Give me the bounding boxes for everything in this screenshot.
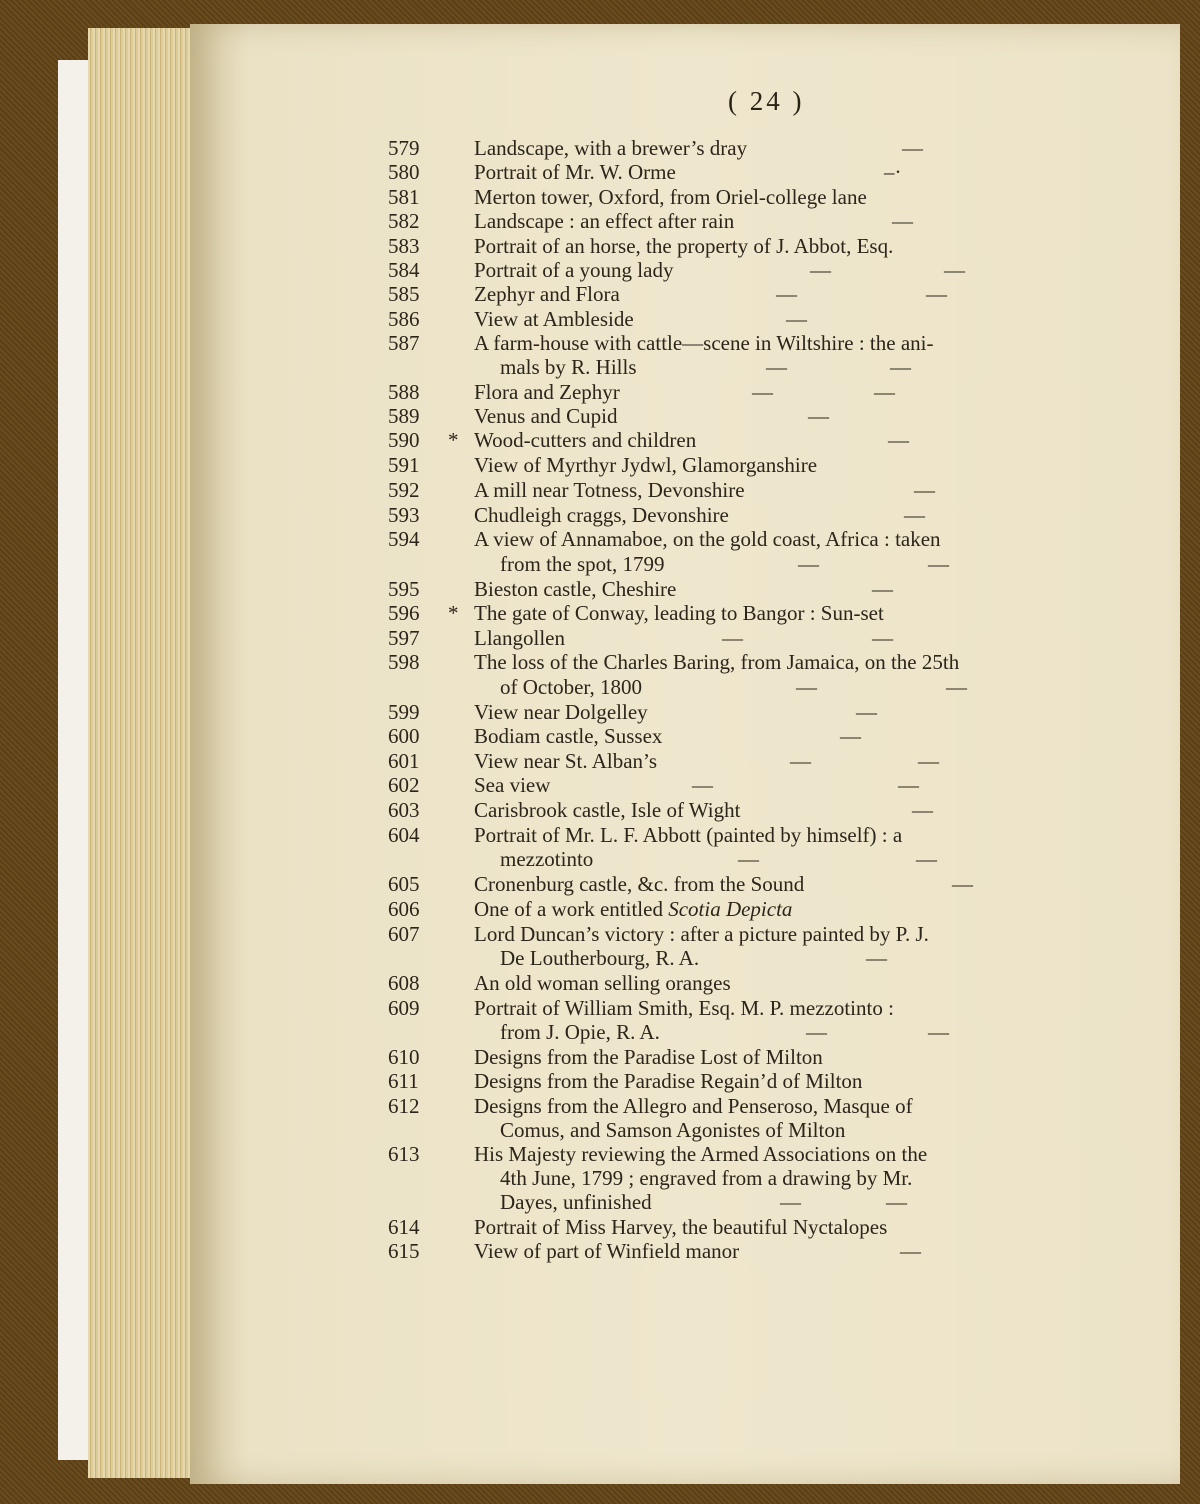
page-number: ( 24 ) bbox=[728, 86, 805, 116]
entry-number: 601 bbox=[388, 749, 420, 773]
entry-title: His Majesty reviewing the Armed Associations on the bbox=[474, 1142, 928, 1166]
entry-number: 602 bbox=[388, 773, 420, 797]
entry-number: 587 bbox=[388, 331, 420, 355]
entry-number: 606 bbox=[388, 897, 420, 921]
entry-title: One of a work entitled Scotia Depicta bbox=[474, 897, 793, 921]
star-marker: * bbox=[448, 428, 459, 452]
entry-number: 591 bbox=[388, 453, 420, 477]
entry-title: A farm-house with cattle—scene in Wiltshire : the ani- bbox=[474, 331, 934, 355]
entry-title: View near Dolgelley bbox=[474, 700, 648, 724]
entry-title: View of part of Winfield manor bbox=[474, 1239, 740, 1263]
entry-number: 613 bbox=[388, 1142, 420, 1166]
entry-title: A view of Annamaboe, on the gold coast, Africa : taken bbox=[474, 527, 941, 551]
entry-number: 603 bbox=[388, 798, 420, 822]
entry-title: Designs from the Allegro and Penseroso, Masque of bbox=[474, 1094, 913, 1118]
entry-title: Chudleigh craggs, Devonshire bbox=[474, 503, 729, 527]
entry-title: Carisbrook castle, Isle of Wight bbox=[474, 798, 741, 822]
entry-number: 592 bbox=[388, 478, 420, 502]
entry-title: View of Myrthyr Jydwl, Glamorganshire bbox=[474, 453, 818, 477]
entry-number: 595 bbox=[388, 577, 420, 601]
entry-title: Portrait of William Smith, Esq. M. P. mezzotinto : bbox=[474, 996, 894, 1020]
entry-title-cont: Comus, and Samson Agonistes of Milton bbox=[500, 1118, 846, 1142]
entry-number: 586 bbox=[388, 307, 420, 331]
entry-title: Landscape : an effect after rain bbox=[474, 209, 735, 233]
entry-title: Merton tower, Oxford, from Oriel-college lane bbox=[474, 185, 867, 209]
entry-title: Landscape, with a brewer’s dray bbox=[474, 136, 748, 160]
entry-number: 605 bbox=[388, 872, 420, 896]
entry-title: The loss of the Charles Baring, from Jamaica, on the 25th bbox=[474, 650, 960, 674]
entry-title-cont: De Loutherbourg, R. A. bbox=[500, 946, 700, 970]
entry-number: 581 bbox=[388, 185, 420, 209]
entry-number: 615 bbox=[388, 1239, 420, 1263]
entry-title-cont: 4th June, 1799 ; engraved from a drawing by Mr. bbox=[500, 1166, 913, 1190]
entry-number: 609 bbox=[388, 996, 420, 1020]
entry-title: A mill near Totness, Devonshire bbox=[474, 478, 745, 502]
entry-number: 611 bbox=[388, 1069, 419, 1093]
entry-title-cont: mezzotinto bbox=[500, 847, 594, 871]
entry-number: 598 bbox=[388, 650, 420, 674]
entry-title: Bodiam castle, Sussex bbox=[474, 724, 663, 748]
entry-number: 582 bbox=[388, 209, 420, 233]
entry-title: Sea view bbox=[474, 773, 551, 797]
entry-title-cont: from the spot, 1799 bbox=[500, 552, 665, 576]
entry-number: 604 bbox=[388, 823, 420, 847]
entry-title: Zephyr and Flora bbox=[474, 282, 620, 306]
entry-number: 593 bbox=[388, 503, 420, 527]
entry-title: View near St. Alban’s bbox=[474, 749, 658, 773]
entry-number: 579 bbox=[388, 136, 420, 160]
entry-title: Portrait of Miss Harvey, the beautiful Nyctalopes bbox=[474, 1215, 888, 1239]
star-marker: * bbox=[448, 601, 459, 625]
entry-title: Venus and Cupid bbox=[474, 404, 618, 428]
entry-title: Llangollen bbox=[474, 626, 565, 650]
entry-number: 608 bbox=[388, 971, 420, 995]
entry-title: Portrait of a young lady bbox=[474, 258, 674, 282]
entry-title: Bieston castle, Cheshire bbox=[474, 577, 677, 601]
entry-title: Portrait of Mr. L. F. Abbott (painted by himself) : a bbox=[474, 823, 903, 847]
entry-title-cont: mals by R. Hills bbox=[500, 355, 637, 379]
entry-title: Portrait of Mr. W. Orme bbox=[474, 160, 676, 184]
entry-title: View at Ambleside bbox=[474, 307, 634, 331]
entry-number: 590 bbox=[388, 428, 420, 452]
entry-title: An old woman selling oranges bbox=[474, 971, 731, 995]
entry-title: Lord Duncan’s victory : after a picture painted by P. J. bbox=[474, 922, 929, 946]
entry-title: Designs from the Paradise Lost of Milton bbox=[474, 1045, 823, 1069]
entry-title: Designs from the Paradise Regain’d of Milton bbox=[474, 1069, 863, 1093]
catalogue-entries: 579 Landscape, with a brewer’s dray — 580 Portrait of Mr. W. Orme –· 581 Merton tower, Oxford, from Oriel-college lane 582 Landscape : an effect after rain — 583 Portrait of an horse, the property of J. Abbot, Esq. 584 Portrait of a young lady — — 585 Zephyr and Flora — — 586 View at Ambleside — 587 A farm-house with cattle—scene in Wiltshire : the ani- mals by R. Hills — — 588 Flora and Zephyr — — 589 Venus and Cupid — 590 * Wood-cutters and children — 591 View of Myrthyr Jydwl, Glamorganshire 592 A mill near Totness, Devonshire — 593 Chudleigh craggs, Devonshire — 594 A view of Annamaboe, on the gold coast, Africa : taken from the spot, 1799 — — 595 Bieston castle, Cheshire — 596 * The gate of Conway, leading to Bangor : Sun-set 597 Llangollen — — 598 The loss of the Charles Baring, from Jamaica, on the 25th of October, 1800 — — 599 View near Dolgelley — 600 Bodiam castle, Sussex — 601 View near St. Alban’s — — 602 Sea view — — 603 Carisbrook castle, Isle of Wight — 604 Portrait of Mr. L. F. Abbott (painted by himself) : a mezzotinto — — 605 Cronenburg castle, &c. from the Sound — 606 One of a work entitled Scotia Depicta 607 Lord Duncan’s victory : after a picture painted by P. J. De Loutherbourg, R. A. — 608 An old woman selling oranges 609 Portrait of William Smith, Esq. M. P. mezzotinto : from J. Opie, R. A. — — 610 Designs from the Paradise Lost of Milton 611 Designs from the Paradise Regain’d of Milton 612 Designs from the Allegro and Penseroso, Masque of Comus, and Samson Agonistes of Milton 613 His Majesty reviewing the Armed Associations on the 4th June, 1799 ; engraved from a drawing by Mr. Dayes, unfinished — — 614 Portrait of Miss Harvey, the beautiful Nyctalopes 615 View of part of Winfield manor — bbox=[388, 136, 973, 1263]
entry-title-cont: from J. Opie, R. A. bbox=[500, 1020, 660, 1044]
entry-number: 583 bbox=[388, 234, 420, 258]
entry-number: 612 bbox=[388, 1094, 420, 1118]
entry-title: Cronenburg castle, &c. from the Sound bbox=[474, 872, 805, 896]
entry-title-cont: of October, 1800 bbox=[500, 675, 643, 699]
entry-number: 596 bbox=[388, 601, 420, 625]
entry-number: 584 bbox=[388, 258, 420, 282]
entry-number: 589 bbox=[388, 404, 420, 428]
entry-title-cont: Dayes, unfinished bbox=[500, 1190, 652, 1214]
entry-number: 610 bbox=[388, 1045, 420, 1069]
entry-number: 597 bbox=[388, 626, 420, 650]
entry-number: 599 bbox=[388, 700, 420, 724]
entry-title: Portrait of an horse, the property of J. Abbot, Esq. bbox=[474, 234, 894, 258]
entry-number: 580 bbox=[388, 160, 420, 184]
entry-number: 600 bbox=[388, 724, 420, 748]
entry-number: 585 bbox=[388, 282, 420, 306]
entry-title: Wood-cutters and children bbox=[474, 428, 697, 452]
entry-title: The gate of Conway, leading to Bangor : Sun-set bbox=[474, 601, 884, 625]
entry-number: 607 bbox=[388, 922, 420, 946]
entry-number: 594 bbox=[388, 527, 420, 551]
entry-number: 588 bbox=[388, 380, 420, 404]
entry-number: 614 bbox=[388, 1215, 420, 1239]
entry-title: Flora and Zephyr bbox=[474, 380, 620, 404]
